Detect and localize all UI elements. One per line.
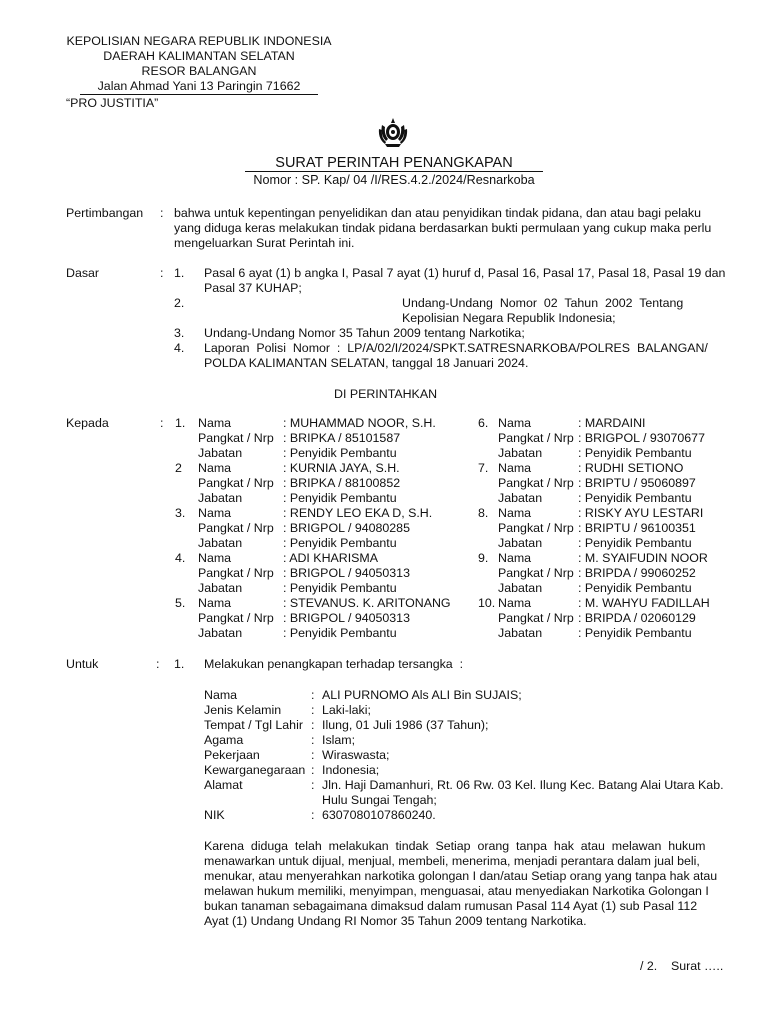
- dasar-item-line: Laporan Polisi Nomor : LP/A/02/I/2024/SPKT.SATRESNARKOBA/POLRES BALANGAN/: [204, 341, 708, 355]
- suspect-field-label: NIK: [204, 808, 225, 822]
- officer-position: : Penyidik Pembantu: [283, 581, 397, 595]
- suspect-field-colon: :: [311, 688, 315, 702]
- officer-field-label: Pangkat / Nrp: [198, 521, 274, 535]
- officer-field-label: Pangkat / Nrp: [498, 611, 574, 625]
- officer-rank: : BRIPDA / 02060129: [578, 611, 696, 625]
- kepada-label: Kepada: [66, 416, 109, 430]
- suspect-field-label: Agama: [204, 733, 244, 747]
- pertimbangan-line: mengeluarkan Surat Perintah ini.: [174, 236, 355, 250]
- dasar-item-line: Kepolisian Negara Republik Indonesia;: [402, 311, 616, 325]
- officer-number: 7.: [478, 461, 489, 475]
- officer-field-label: Pangkat / Nrp: [498, 431, 574, 445]
- officer-position: : Penyidik Pembantu: [578, 446, 692, 460]
- suspect-field-label: Kewarganegaraan: [204, 763, 306, 777]
- pertimbangan-colon: :: [160, 206, 164, 220]
- untuk-intro: Melakukan penangkapan terhadap tersangka :: [204, 657, 464, 671]
- officer-name: : STEVANUS. K. ARITONANG: [283, 596, 451, 610]
- suspect-field-colon: :: [311, 763, 315, 777]
- officer-name: : MUHAMMAD NOOR, S.H.: [283, 416, 436, 430]
- suspect-field-colon: :: [311, 748, 315, 762]
- dasar-item-line: Undang-Undang Nomor 35 Tahun 2009 tentang Narkotika;: [204, 326, 525, 340]
- officer-field-label: Nama: [198, 461, 232, 475]
- officer-rank: : BRIPTU / 96100351: [578, 521, 696, 535]
- officer-field-label: Nama: [198, 596, 232, 610]
- officer-position: : Penyidik Pembantu: [283, 536, 397, 550]
- dasar-item-number: 3.: [174, 326, 185, 340]
- pertimbangan-line: bahwa untuk kepentingan penyelidikan dan atau penyidikan tindak pidana, dan atau bagi pelaku: [174, 206, 702, 220]
- officer-field-label: Nama: [498, 506, 532, 520]
- karena-line: Ayat (1) Undang Undang RI Nomor 35 Tahun 2009 tentang Narkotika.: [204, 914, 587, 928]
- suspect-field-value: Islam;: [322, 733, 356, 747]
- pro-justitia: “PRO JUSTITIA”: [66, 96, 159, 110]
- suspect-field-colon: :: [311, 718, 315, 732]
- pertimbangan-label: Pertimbangan: [66, 206, 144, 220]
- suspect-field-value: Jln. Haji Damanhuri, Rt. 06 Rw. 03 Kel. Ilung Kec. Batang Alai Utara Kab.: [322, 778, 724, 792]
- suspect-field-label: Pekerjaan: [204, 748, 260, 762]
- suspect-field-label: Nama: [204, 688, 238, 702]
- dasar-label: Dasar: [66, 266, 100, 280]
- officer-position: : Penyidik Pembantu: [283, 626, 397, 640]
- officer-field-label: Pangkat / Nrp: [498, 476, 574, 490]
- dasar-item-number: 2.: [174, 296, 185, 310]
- officer-field-label: Nama: [198, 416, 232, 430]
- officer-rank: : BRIGPOL / 94050313: [283, 566, 410, 580]
- officer-position: : Penyidik Pembantu: [578, 491, 692, 505]
- officer-name: : RISKY AYU LESTARI: [578, 506, 704, 520]
- untuk-item-number: 1.: [174, 657, 185, 671]
- pertimbangan-line: yang diduga keras melakukan tindak pidana berdasarkan bukti permulaan yang cukup maka perlu: [174, 221, 712, 235]
- dasar-item-line: Undang-Undang Nomor 02 Tahun 2002 Tentang: [402, 296, 684, 310]
- dasar-item-number: 4.: [174, 341, 185, 355]
- officer-field-label: Nama: [498, 416, 532, 430]
- suspect-field-colon: :: [311, 733, 315, 747]
- officer-name: : ADI KHARISMA: [283, 551, 379, 565]
- dasar-item-line: POLDA KALIMANTAN SELATAN, tanggal 18 Januari 2024.: [204, 356, 529, 370]
- letterhead-line1: KEPOLISIAN NEGARA REPUBLIK INDONESIA: [66, 34, 332, 48]
- officer-field-label: Jabatan: [198, 626, 243, 640]
- police-emblem-icon: [376, 117, 410, 149]
- officer-number: 4.: [175, 551, 186, 565]
- letterhead-line3: RESOR BALANGAN: [141, 64, 257, 78]
- suspect-field-value: Indonesia;: [322, 763, 380, 777]
- suspect-field-colon: :: [311, 703, 315, 717]
- officer-number: 9.: [478, 551, 489, 565]
- officer-position: : Penyidik Pembantu: [578, 536, 692, 550]
- officer-field-label: Nama: [198, 506, 232, 520]
- officer-position: : Penyidik Pembantu: [283, 491, 397, 505]
- dasar-item-number: 1.: [174, 266, 185, 280]
- officer-rank: : BRIGPOL / 94050313: [283, 611, 410, 625]
- untuk-colon: :: [156, 657, 160, 671]
- karena-line: bukan tanaman sebagaimana dimaksud dalam rumusan Pasal 114 Ayat (1) sub Pasal 112: [204, 899, 698, 913]
- officer-number: 2: [175, 461, 182, 475]
- officer-field-label: Nama: [498, 461, 532, 475]
- officer-rank: : BRIGPOL / 93070677: [578, 431, 705, 445]
- officer-rank: : BRIPKA / 88100852: [283, 476, 401, 490]
- officer-field-label: Pangkat / Nrp: [198, 566, 274, 580]
- letterhead-line2: DAERAH KALIMANTAN SELATAN: [103, 49, 295, 63]
- officer-number: 5.: [175, 596, 186, 610]
- dasar-colon: :: [160, 266, 164, 280]
- suspect-field-value: Ilung, 01 Juli 1986 (37 Tahun);: [322, 718, 489, 732]
- karena-line: menawarkan untuk dijual, menjual, membeli, menerima, menjadi perantara dalam jual beli,: [204, 854, 700, 868]
- officer-field-label: Jabatan: [498, 536, 543, 550]
- suspect-field-value: Wiraswasta;: [322, 748, 390, 762]
- officer-name: : MARDAINI: [578, 416, 646, 430]
- suspect-field-colon: :: [311, 778, 315, 792]
- officer-field-label: Jabatan: [498, 626, 543, 640]
- officer-field-label: Pangkat / Nrp: [498, 566, 574, 580]
- officer-field-label: Pangkat / Nrp: [198, 431, 274, 445]
- officer-field-label: Jabatan: [498, 446, 543, 460]
- suspect-field-value: 6307080107860240.: [322, 808, 436, 822]
- suspect-field-label: Jenis Kelamin: [204, 703, 282, 717]
- officer-field-label: Pangkat / Nrp: [198, 611, 274, 625]
- suspect-field-colon: :: [311, 808, 315, 822]
- suspect-field-value: Hulu Sungai Tengah;: [322, 793, 437, 807]
- karena-line: menukar, atau menyerahkan narkotika golongan I dan/atau Setiap orang yang tanpa hak atau: [204, 869, 718, 883]
- officer-field-label: Nama: [498, 596, 532, 610]
- suspect-field-value: Laki-laki;: [322, 703, 371, 717]
- suspect-field-label: Alamat: [204, 778, 243, 792]
- suspect-field-label: Tempat / Tgl Lahir: [204, 718, 303, 732]
- document-title: [244, 155, 544, 172]
- officer-name: : M. WAHYU FADILLAH: [578, 596, 710, 610]
- dasar-item-line: Pasal 37 KUHAP;: [204, 281, 302, 295]
- next-page-marker: / 2. Surat …..: [640, 959, 724, 973]
- suspect-field-value: ALI PURNOMO Als ALI Bin SUJAIS;: [322, 688, 522, 702]
- officer-name: : M. SYAIFUDIN NOOR: [578, 551, 708, 565]
- document-number: Nomor : SP. Kap/ 04 /I/RES.4.2./2024/Resnarkoba: [253, 173, 535, 187]
- officer-number: 6.: [478, 416, 489, 430]
- officer-position: : Penyidik Pembantu: [578, 626, 692, 640]
- officer-field-label: Jabatan: [498, 491, 543, 505]
- kepada-colon: :: [160, 416, 164, 430]
- officer-field-label: Jabatan: [198, 446, 243, 460]
- officer-field-label: Nama: [198, 551, 232, 565]
- officer-position: : Penyidik Pembantu: [578, 581, 692, 595]
- officer-name: : KURNIA JAYA, S.H.: [283, 461, 400, 475]
- letterhead-address: Jalan Ahmad Yani 13 Paringin 71662: [80, 79, 319, 95]
- officer-rank: : BRIPDA / 99060252: [578, 566, 696, 580]
- officer-rank: : BRIGPOL / 94080285: [283, 521, 410, 535]
- document-title-text: SURAT PERINTAH PENANGKAPAN: [245, 155, 542, 172]
- officer-field-label: Jabatan: [498, 581, 543, 595]
- officer-name: : RUDHI SETIONO: [578, 461, 684, 475]
- officer-field-label: Nama: [498, 551, 532, 565]
- officer-field-label: Pangkat / Nrp: [498, 521, 574, 535]
- letterhead: [64, 34, 334, 95]
- officer-field-label: Jabatan: [198, 581, 243, 595]
- karena-line: Karena diduga telah melakukan tindak Setiap orang tanpa hak atau melawan hukum: [204, 839, 706, 853]
- untuk-label: Untuk: [66, 657, 99, 671]
- officer-field-label: Pangkat / Nrp: [198, 476, 274, 490]
- karena-line: melawan hukum memiliki, menyimpan, menguasai, atau menyediakan Narkotika Golongan I: [204, 884, 709, 898]
- officer-number: 1.: [175, 416, 186, 430]
- diperintahkan-heading: DI PERINTAHKAN: [334, 387, 438, 401]
- officer-number: 10.: [478, 596, 496, 610]
- officer-name: : RENDY LEO EKA D, S.H.: [283, 506, 433, 520]
- officer-position: : Penyidik Pembantu: [283, 446, 397, 460]
- officer-number: 8.: [478, 506, 489, 520]
- officer-field-label: Jabatan: [198, 536, 243, 550]
- officer-rank: : BRIPTU / 95060897: [578, 476, 696, 490]
- officer-number: 3.: [175, 506, 186, 520]
- officer-field-label: Jabatan: [198, 491, 243, 505]
- dasar-item-line: Pasal 6 ayat (1) b angka I, Pasal 7 ayat (1) huruf d, Pasal 16, Pasal 17, Pasal 18, Pasal 19 dan: [204, 266, 726, 280]
- officer-rank: : BRIPKA / 85101587: [283, 431, 401, 445]
